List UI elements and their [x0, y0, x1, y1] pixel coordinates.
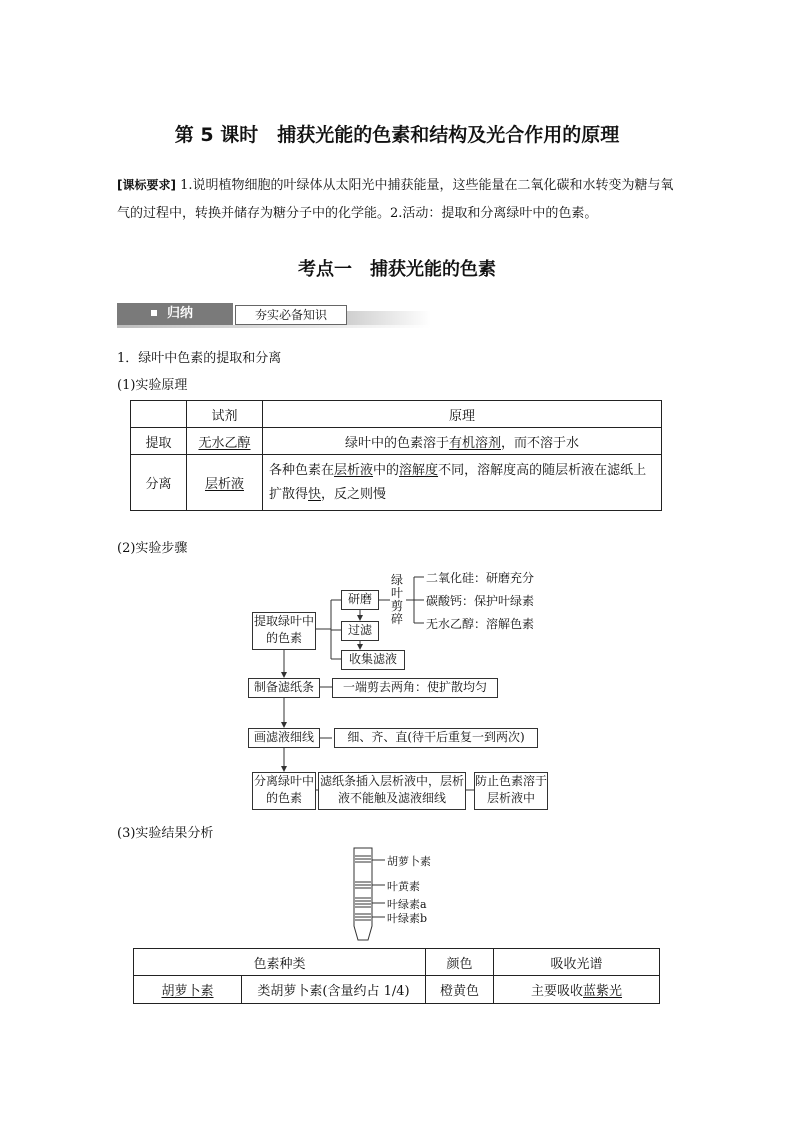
- principle-key: 溶解度: [399, 462, 439, 478]
- chlorophyll-a-label: 叶绿素a: [387, 898, 427, 911]
- principle-key: 有机溶剂: [448, 435, 501, 451]
- reagent-text: 层析液: [204, 477, 244, 492]
- principle-text: 绿叶中的色素溶于: [344, 435, 449, 451]
- principle-text: ，而不溶于水: [501, 435, 580, 451]
- principle-key: 层析液: [334, 462, 374, 478]
- pigment-name-cell: [134, 976, 242, 1004]
- pigment-group-cell: 类胡萝卜素(含量约占 1/4): [242, 976, 426, 1004]
- grind-box: 研磨: [341, 590, 379, 610]
- spectrum-cell: [494, 976, 660, 1004]
- header-cell: 试剂: [187, 401, 263, 428]
- reagent-text: 无水乙醇: [198, 435, 251, 451]
- principle-text: 各种色素在: [269, 462, 335, 478]
- principle-text: 中的: [373, 462, 400, 478]
- filter-box: 过滤: [341, 621, 379, 641]
- prevent-dissolve-box: 防止色素溶于层析液中: [474, 772, 548, 810]
- chlorophyll-b-label: 叶绿素b: [387, 912, 428, 925]
- ethanol-note: 无水乙醇：溶解色素: [426, 617, 535, 631]
- pigment-color-cell: 橙黄色: [426, 976, 494, 1004]
- page-title: 第 5 课时 捕获光能的色素和结构及光合作用的原理: [174, 124, 620, 146]
- section-title: 考点一 捕获光能的色素: [298, 259, 496, 280]
- header-cell: 原理: [263, 401, 662, 428]
- insert-paper-box: 滤纸条插入层析液中，层析液不能触及滤液细线: [318, 772, 466, 810]
- heading-results: (3)实验结果分析: [117, 826, 214, 841]
- requirements-text: 1.说明植物细胞的叶绿体从太阳光中捕获能量，这些能量在二氧化碳和水转变为糖与氧气的过程中，转换并储存为糖分子中的化学能。2.活动：提取和分离绿叶中的色素。: [117, 178, 674, 221]
- pigment-table: [133, 948, 660, 1004]
- caco3-note: 碳酸钙：保护叶绿素: [426, 594, 535, 608]
- table-row: [134, 976, 660, 1004]
- extract-pigment-box: 提取绿叶中的色素: [252, 612, 316, 650]
- banner-left-label: 归纳: [167, 306, 194, 321]
- requirements-tag: [课标要求]: [117, 178, 176, 192]
- header-cell: 吸收光谱: [494, 949, 660, 976]
- xanthophyll-label: 叶黄素: [387, 880, 420, 893]
- separate-pigment-box: 分离绿叶中的色素: [252, 772, 316, 810]
- banner-right-label: 夯实必备知识: [235, 305, 347, 325]
- step-cell: 分离: [131, 455, 187, 511]
- header-cell: 色素种类: [134, 949, 426, 976]
- spectrum-text: 主要吸收: [530, 984, 583, 999]
- spectrum-key: 蓝紫光: [583, 984, 623, 999]
- table-header-row: [134, 949, 660, 976]
- leaf-cut-label: 绿叶剪碎: [390, 573, 403, 626]
- heading-principle: (1)实验原理: [117, 378, 188, 393]
- silica-note: 二氧化硅：研磨充分: [426, 571, 535, 585]
- step-cell: 提取: [131, 428, 187, 455]
- paper-note-box: 一端剪去两角：使扩散均匀: [332, 678, 498, 698]
- carotene-label: 胡萝卜素: [387, 855, 431, 868]
- draw-note-box: 细、齐、直(待干后重复一到两次): [334, 728, 538, 748]
- draw-line-box: 画滤液细线: [248, 728, 320, 748]
- principle-text: ，反之则慢: [321, 486, 387, 502]
- principle-text: 不同，溶解度高的随层析液在滤纸上扩散得: [269, 462, 647, 502]
- heading-extraction: 1．绿叶中色素的提取和分离: [117, 351, 282, 366]
- header-cell: 颜色: [426, 949, 494, 976]
- collect-filtrate-box: 收集滤液: [341, 650, 405, 670]
- prepare-paper-box: 制备滤纸条: [248, 678, 320, 698]
- pigment-name: 胡萝卜素: [161, 984, 214, 999]
- heading-steps: (2)实验步骤: [117, 541, 188, 556]
- principle-key: 快: [308, 486, 322, 502]
